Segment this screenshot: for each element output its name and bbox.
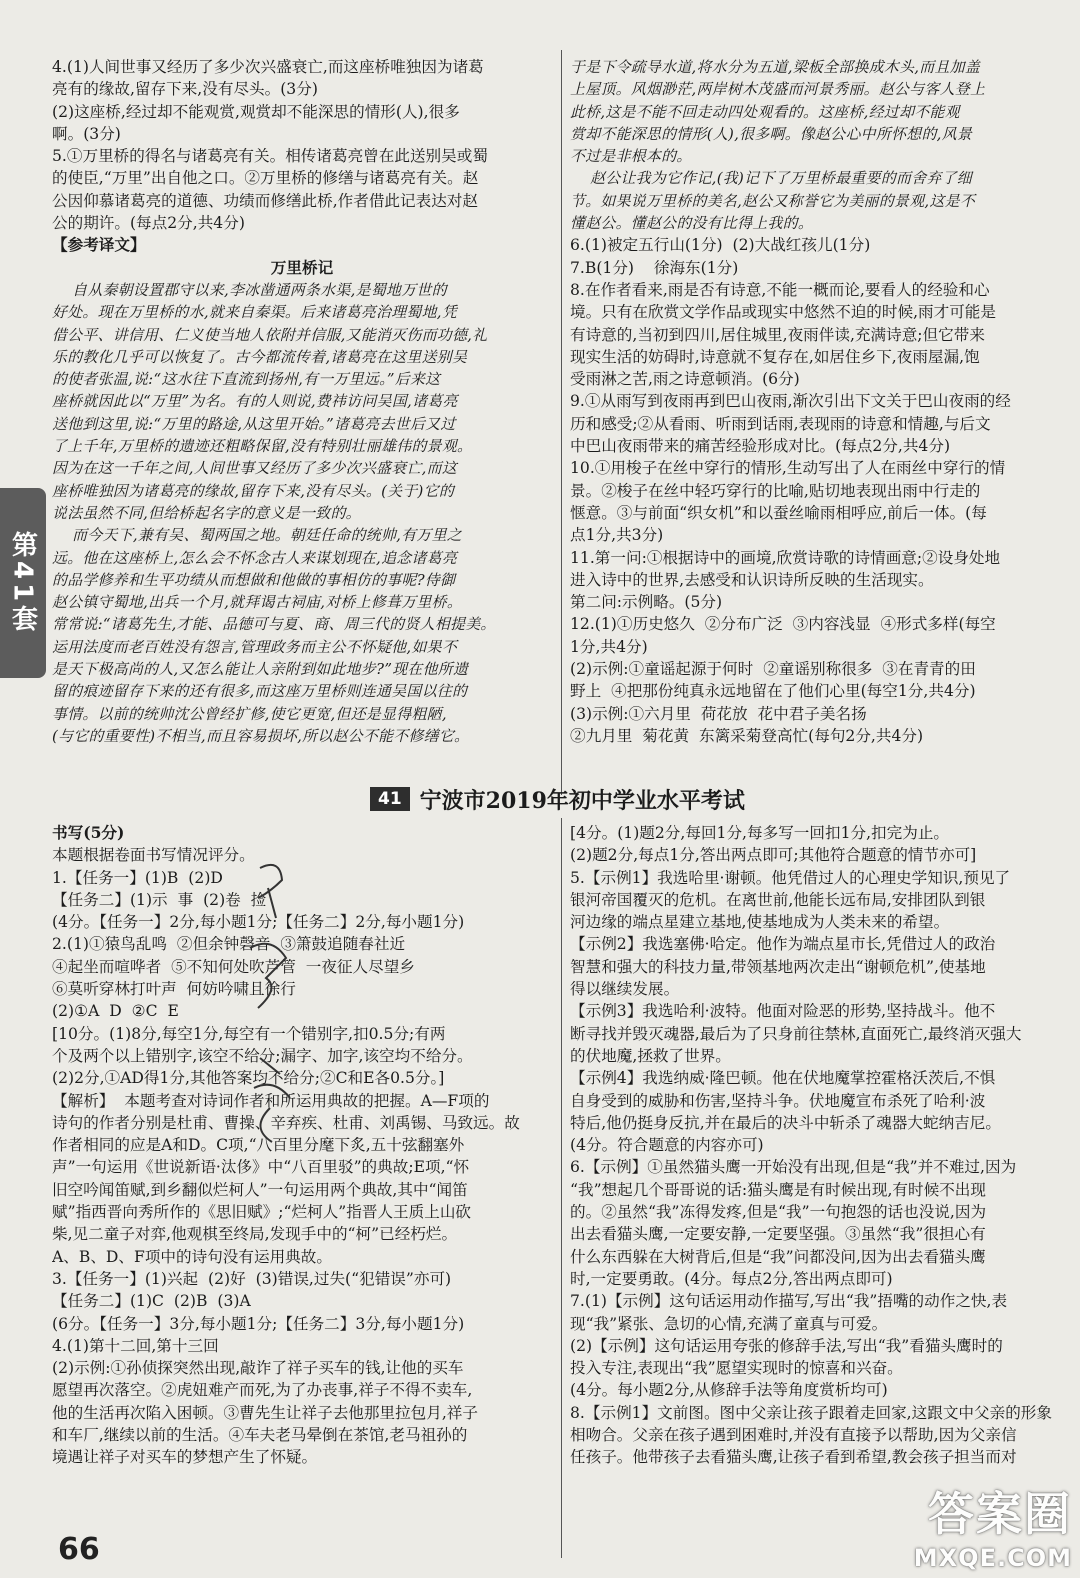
section-title: 宁波市2019年初中学业水平考试 [419, 787, 745, 814]
text-line: 而今天下,兼有吴、蜀两国之地。朝廷任命的统帅,有万里之 [52, 526, 462, 545]
text-line: 特后,他仍挺身反抗,并在最后的决斗中斩杀了魂器大蛇纳吉尼。 [570, 1113, 1001, 1132]
text-line: 【任务二】(1)C (2)B (3)A [52, 1292, 251, 1311]
watermark-line2: MXQE.COM [913, 1544, 1072, 1572]
text-line: (与它的重要性)不相当,而且容易损坏,所以赵公不能不修缮它。 [52, 726, 470, 745]
text-line: ②九月里 菊花黄 东篱采菊登高忙(每句2分,共4分) [570, 726, 924, 745]
text-line: 远。他在这座桥上,怎么会不怀念古人来谋划现在,追念诸葛亮 [52, 548, 458, 567]
text-line: 7.B(1分) 徐海东(1分) [570, 258, 739, 277]
text-line: 愿望再次落空。②虎妞难产而死,为了办丧事,祥子不得不卖车, [52, 1381, 473, 1400]
text-line: 作者相同的应是A和D。C项,“八百里分麾下炙,五十弦翻塞外 [52, 1136, 465, 1155]
text-line: 银河帝国覆灭的危机。在离世前,他能长远布局,安排团队到银 [570, 890, 986, 909]
text-line: 5.①万里桥的得名与诸葛亮有关。相传诸葛亮曾在此送别吴或蜀 [52, 147, 488, 166]
text-line: 7.(1)【示例】这句话运用动作描写,写出“我”捂嘴的动作之快,表 [570, 1292, 1008, 1311]
text-line: 第二问:示例略。(5分) [570, 593, 723, 612]
text-line: (2)题2分,每点1分,答出两点即可;其他符合题意的情节亦可] [570, 846, 977, 865]
text-line: 境。只有在欣赏文学作品或现实中悠然不迫的时候,雨才可能是 [570, 303, 996, 322]
text-line: 送他到这里,说:“万里的路途,从这里开始。”诸葛亮去世后又过 [52, 414, 456, 433]
text-line: 公因仰慕诸葛亮的道德、功绩而修缮此桥,作者借此记表达对赵 [52, 191, 478, 210]
top-right-column [570, 56, 1076, 747]
text-line: 赋”指西晋向秀所作的《思旧赋》;“烂柯人”指晋人王质上山砍 [52, 1203, 472, 1222]
text-line: (4分。【任务一】2分,每小题1分;【任务二】2分,每小题1分) [52, 913, 465, 932]
text-line: 进入诗中的世界,去感受和认识诗所反映的生活现实。 [570, 570, 934, 589]
text-line: 此桥,这是不能不回走动四处观看的。这座桥,经过却不能观 [570, 102, 960, 121]
text-line: (2)①A D ②C E [52, 1002, 179, 1021]
text-line: 乐的教化几乎可以恢复了。古今都流传着,诸葛亮在这里送别吴 [52, 347, 468, 366]
text-line: 得以继续发展。 [570, 980, 680, 999]
column-divider-bottom [561, 818, 562, 1558]
text-line: 有诗意的,当初到四川,居住城里,夜雨伴读,充满诗意;但它带来 [570, 325, 985, 344]
text-line: 书写(5分) [52, 823, 125, 842]
text-line: 断寻找并毁灭魂器,最后为了只身前往禁林,直面死亡,最终消灭强大 [570, 1024, 1022, 1043]
text-line: (4分。每小题2分,从修辞手法等角度赏析均可) [570, 1381, 888, 1400]
text-line: 自从秦朝设置郡守以来,李冰凿通两条水渠,是蜀地万世的 [52, 280, 447, 299]
text-line: 受雨淋之苦,雨之诗意顿消。(6分) [570, 370, 800, 389]
section-number-badge: 41 [370, 787, 410, 811]
text-line: 亮有的缘故,留存下来,没有尽头。(3分) [52, 80, 318, 99]
text-line: 中巴山夜雨带来的痛苦经验形成对比。(每点2分,共4分) [570, 437, 951, 456]
top-left-column [52, 56, 552, 747]
text-line: 现“我”紧张、急切的心情,充满了童真与可爱。 [570, 1314, 888, 1333]
text-line: 3.【任务一】(1)兴起 (2)好 (3)错误,过失(“犯错误”亦可) [52, 1269, 452, 1288]
text-line: 本题根据卷面书写情况评分。 [52, 846, 255, 865]
text-line: 常常说:“诸葛先生,才能、品德可与夏、商、周三代的贤人相提美。 [52, 615, 496, 634]
text-line: 柴,见二童子对弈,他观棋至终局,发现手中的“柯”已经朽烂。 [52, 1225, 458, 1244]
text-line: 声”一句运用《世说新语·汰侈》中“八百里驳”的典故;E项,“怀 [52, 1158, 470, 1177]
text-line: 1.【任务一】(1)B (2)D [52, 868, 223, 887]
text-line: 自身受到的威胁和伤害,坚持斗争。伏地魔宣布杀死了哈利·波 [570, 1091, 986, 1110]
text-line: 6.(1)被定五行山(1分) (2)大战红孩儿(1分) [570, 236, 871, 255]
text-line: 留的痕迹留存下来的还有很多,而这座万里桥则连通吴国以往的 [52, 682, 468, 701]
text-line: 了上千年,万里桥的遗迹还粗略保留,没有特别壮丽雄伟的景观。 [52, 437, 473, 456]
section-header [370, 784, 745, 814]
page-number: 66 [58, 1532, 100, 1567]
text-line: (2)2分,①AD得1分,其他答案均不给分;②C和E各0.5分。] [52, 1069, 445, 1088]
text-line: 【任务二】(1)示 事 (2)卷 捡 [52, 890, 267, 909]
text-line: 旧空吟闻笛赋,到乡翻似烂柯人”一句运用两个典故,其中“闻笛 [52, 1180, 468, 1199]
text-line: 于是下令疏导水道,将水分为五道,梁板全部换成木头,而且加盖 [570, 58, 981, 76]
text-line: 8.在作者看来,雨是否有诗意,不能一概而论,要看人的经验和心 [570, 280, 990, 299]
text-line: 【解析】 本题考查对诗词作者和所运用典故的把握。A—F项的 [52, 1091, 490, 1110]
bottom-right-column [570, 822, 1076, 1469]
text-line: 因为在这一千年之间,人间世事又经历了多少次兴盛衰亡,而这 [52, 459, 458, 478]
text-line: 相吻合。父亲在孩子遇到困难时,并没有直接予以帮助,因为父亲信 [570, 1426, 1017, 1445]
text-line: 11.第一问:①根据诗中的画境,欣赏诗歌的诗情画意;②设身处地 [570, 548, 1001, 567]
text-line: 的使臣,“万里”出自他之口。②万里桥的修缮与诸葛亮有关。赵 [52, 169, 479, 188]
text-line: 惬意。③与前面“织女机”和以蚕丝喻雨相呼应,前后一体。(每 [570, 503, 987, 522]
text-line: (2)【示例】这句话运用夸张的修辞手法,写出“我”看猫头鹰时的 [570, 1336, 1003, 1355]
text-line: 智慧和强大的科技力量,带领基地两次走出“谢顿危机”,使基地 [570, 957, 986, 976]
text-line: [4分。(1)题2分,每回1分,每多写一回扣1分,扣完为止。 [570, 824, 950, 842]
text-line: 事情。以前的统帅沈公曾经扩修,使它更宽,但还是显得粗陋, [52, 704, 447, 723]
text-line: 8.【示例1】文前图。图中父亲让孩子跟着走回家,这跟文中父亲的形象 [570, 1403, 1052, 1422]
text-line: 时,一定要勇敢。(4分。每点2分,答出两点即可) [570, 1269, 893, 1288]
text-line: 【示例3】我选哈利·波特。他面对险恶的形势,坚持战斗。他不 [570, 1002, 996, 1021]
text-line: 10.①用梭子在丝中穿行的情形,生动写出了人在雨丝中穿行的情 [570, 459, 1006, 478]
text-line: 5.【示例1】我选哈里·谢顿。他凭借过人的心理史学知识,预见了 [570, 868, 1011, 887]
text-line: 1分,共4分) [570, 637, 648, 656]
text-line: (6分。【任务一】3分,每小题1分;【任务二】3分,每小题1分) [52, 1314, 465, 1333]
text-line: (3)示例:①六月里 荷花放 花中君子美名扬 [570, 704, 867, 723]
text-line: 个及两个以上错别字,该空不给分;漏字、加字,该空均不给分。 [52, 1046, 473, 1065]
column-divider-top [561, 50, 562, 795]
text-line: (2)这座桥,经过却不能观赏,观赏却不能深思的情形(人),很多 [52, 102, 460, 121]
watermark-logo [914, 1478, 1072, 1572]
text-line: 4.(1)第十二回,第十三回 [52, 1336, 219, 1355]
text-line: 上屋顶。风烟渺茫,两岸树木茂盛而河景秀丽。赵公与客人登上 [570, 80, 986, 99]
text-line: 他的生活再次陷入困顿。③曹先生让祥子去他那里拉包月,祥子 [52, 1403, 478, 1422]
text-line: 好处。现在万里桥的水,就来自秦渠。后来诸葛亮治理蜀地,凭 [52, 303, 458, 322]
text-line: 运用法度而老百姓没有怨言,管理政务而主公不怀疑他,如果不 [52, 637, 458, 656]
text-line: 赵公让我为它作记,(我)记下了万里桥最重要的而舍弃了细 [570, 169, 972, 188]
text-line: 野上 ④把那份纯真永远地留在了他们心里(每空1分,共4分) [570, 682, 976, 701]
text-line: 2.(1)①猿鸟乱鸣 ②但余钟磬音 ③箫鼓追随春社近 [52, 935, 406, 954]
text-line: 赏却不能深思的情形(人),很多啊。像赵公心中所怀想的,风景 [570, 124, 973, 143]
text-line: (2)示例:①童谣起源于何时 ②童谣别称很多 ③在青青的田 [570, 660, 976, 679]
text-line: ⑥莫听穿林打叶声 何妨吟啸且徐行 [52, 980, 296, 999]
text-line: 的使者张温,说:“这水往下直流到扬州,有一万里远。”后来这 [52, 370, 441, 389]
text-line: 借公平、讲信用、仁义使当地人依附并信服,又能消灭伤而功德,礼 [52, 325, 488, 344]
text-line: 懂赵公。懂赵公的没有比得上我的。 [570, 214, 814, 233]
text-line: 景。②梭子在丝中轻巧穿行的比喻,贴切地表现出雨中行走的 [570, 481, 981, 500]
text-line: 节。如果说万里桥的美名,赵公又称誉它为美丽的景观,这是不 [570, 191, 976, 210]
side-tab: 第41套 [0, 488, 46, 678]
text-line: 的品学修养和生平功绩从而想做和他做的事相仿的事呢?侍御 [52, 570, 456, 589]
text-line: 任孩子。他带孩子去看猫头鹰,让孩子看到希望,教会孩子担当而对 [570, 1448, 1017, 1467]
text-line: [10分。(1)8分,每空1分,每空有一个错别字,扣0.5分;有两 [52, 1024, 446, 1043]
text-line: 的伏地魔,拯救了世界。 [570, 1046, 731, 1065]
text-line: 赵公镇守蜀地,出兵一个月,就拜谒古祠庙,对桥上修葺万里桥。 [52, 593, 463, 612]
text-line: 12.(1)①历史悠久 ②分布广泛 ③内容浅显 ④形式多样(每空 [570, 615, 996, 634]
watermark-line1: 答案圈 [928, 1487, 1072, 1541]
text-line: 境遇让祥子对买车的梦想产生了怀疑。 [52, 1448, 318, 1467]
text-line: 说法虽然不同,但给桥起名字的意义是一致的。 [52, 503, 361, 522]
text-line: 出去看猫头鹰,一定要安静,一定要坚强。③虽然“我”很担心有 [570, 1225, 986, 1244]
text-line: “我”想起几个哥哥说的话:猫头鹰是有时候出现,有时候不出现 [570, 1180, 986, 1199]
text-line: 万里桥记 [270, 257, 334, 277]
text-line: (2)示例:①孙侦探突然出现,敲诈了祥子买车的钱,让他的买车 [52, 1359, 464, 1378]
text-line: 【示例4】我选纳威·隆巴顿。他在伏地魔掌控霍格沃茨后,不惧 [570, 1069, 996, 1088]
text-line: A、B、D、F项中的诗句没有运用典故。 [52, 1247, 332, 1266]
text-line: 4.(1)人间世事又经历了多少次兴盛衰亡,而这座桥唯独因为诸葛 [52, 58, 484, 76]
text-line: 座桥唯独因为诸葛亮的缘故,留存下来,没有尽头。(关于)它的 [52, 481, 455, 500]
text-line: 投入专注,表现出“我”愿望实现时的惊喜和兴奋。 [570, 1359, 903, 1378]
text-line: 座桥就因此以“万里”为名。有的人则说,费祎访问吴国,诸葛亮 [52, 392, 458, 411]
text-line: 诗句的作者分别是杜甫、曹操、辛弃疾、杜甫、刘禹锡、马致远。故 [52, 1113, 520, 1132]
text-line: 现实生活的妨碍时,诗意就不复存在,如居住乡下,夜雨屋漏,饱 [570, 347, 980, 366]
text-line: 不过是非根本的。 [570, 147, 692, 166]
text-line: 9.①从雨写到夜雨再到巴山夜雨,渐次引出下文关于巴山夜雨的经 [570, 392, 1011, 411]
text-line: 6.【示例】①虽然猫头鹰一开始没有出现,但是“我”并不难过,因为 [570, 1158, 1017, 1177]
text-line: 啊。(3分) [52, 124, 121, 143]
text-line: 的。②虽然“我”冻得发疼,但是“我”一句抱怨的话也没说,因为 [570, 1203, 987, 1222]
text-line: 点1分,共3分) [570, 526, 664, 545]
text-line: 河边缘的端点星建立基地,使基地成为人类未来的希望。 [570, 913, 950, 932]
text-line: 公的期许。(每点2分,共4分) [52, 214, 245, 233]
text-line: 【参考译文】 [52, 235, 146, 255]
text-line: 什么东西躲在大树背后,但是“我”问都没问,因为出去看猫头鹰 [570, 1247, 986, 1266]
text-line: (4分。符合题意的内容亦可) [570, 1136, 764, 1155]
text-line: 【示例2】我选塞佛·哈定。他作为端点星市长,凭借过人的政治 [570, 935, 996, 954]
text-line: 是天下极高尚的人,又怎么能让人亲附到如此地步?”现在他所遗 [52, 660, 469, 679]
text-line: 历和感受;②从看雨、听雨到话雨,表现雨的诗意和情趣,与后文 [570, 414, 991, 433]
text-line: ④起坐而喧哗者 ⑤不知何处吹芦管 一夜征人尽望乡 [52, 957, 415, 976]
bottom-left-column [52, 822, 552, 1469]
text-line: 和车厂,继续以前的生活。④车夫老马晕倒在茶馆,老马祖孙的 [52, 1426, 468, 1445]
